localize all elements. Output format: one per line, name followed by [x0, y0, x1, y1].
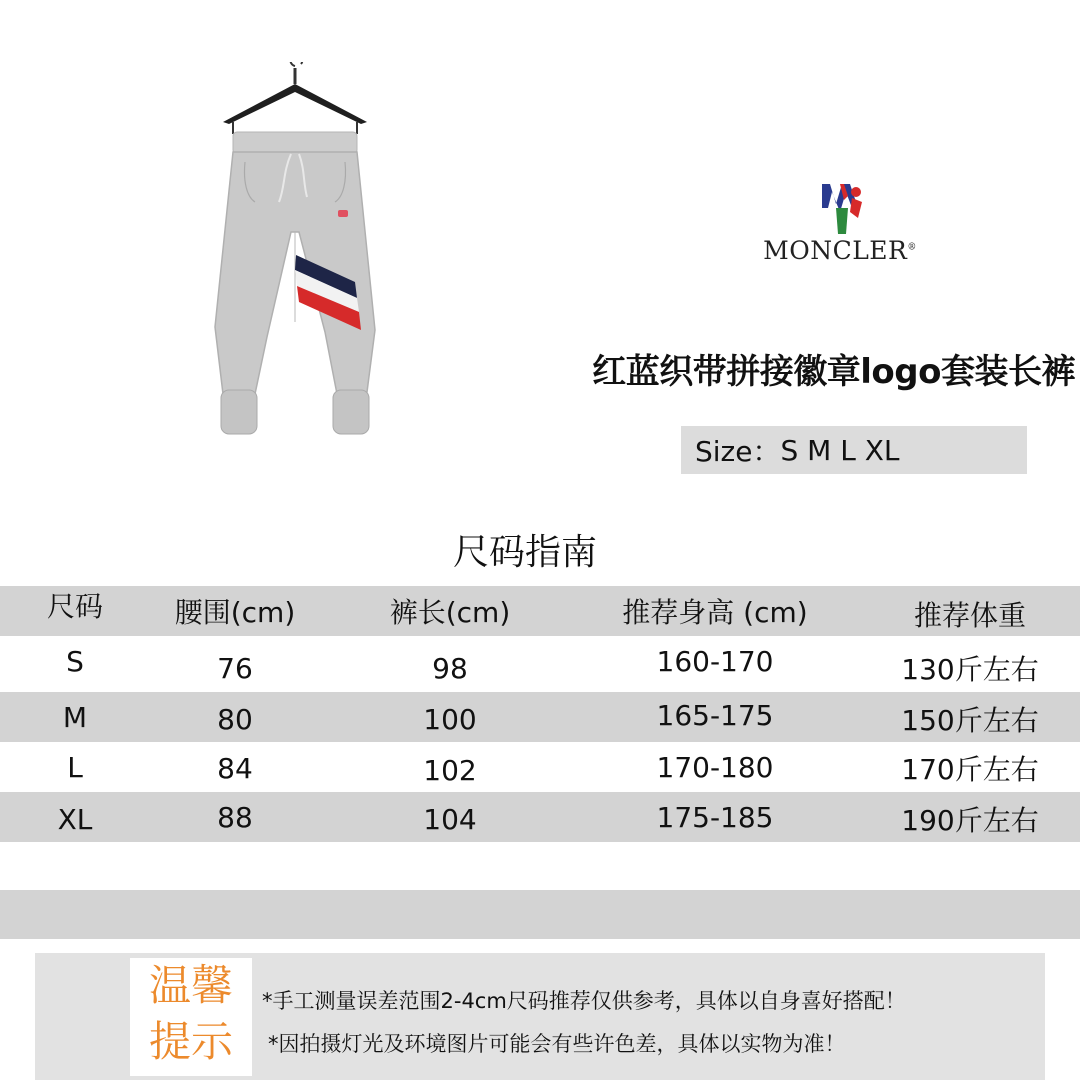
- cell-length: 102: [423, 753, 477, 787]
- notice-text-2: *因拍摄灯光及环境图片可能会有些许色差，具体以实物为准！: [268, 1032, 846, 1056]
- header-length: 裤长(cm): [389, 596, 511, 629]
- cell-size: L: [67, 750, 83, 784]
- notice-label-line-1: 温馨: [148, 961, 233, 1010]
- header-size: 尺码: [46, 590, 103, 623]
- cell-waist: 80: [217, 702, 253, 736]
- cell-height: 165-175: [656, 698, 774, 732]
- product-title: 红蓝织带拼接徽章logo套装长裤: [592, 352, 1075, 392]
- cell-waist: 88: [217, 800, 253, 834]
- cell-height: 170-180: [656, 750, 774, 784]
- divider-band: [0, 890, 1080, 939]
- notice-label: [130, 958, 252, 1076]
- cell-weight: 150斤左右: [901, 704, 1039, 737]
- cell-waist: 84: [217, 751, 253, 785]
- brand-name: MONCLER®: [763, 236, 917, 265]
- product-image: [195, 62, 395, 452]
- moncler-logo-icon: [818, 178, 866, 236]
- size-values: S M L XL: [780, 433, 900, 467]
- notice-text-1: *手工测量误差范围2-4cm尺码推荐仅供参考，具体以自身喜好搭配！: [262, 989, 906, 1013]
- size-guide-title: 尺码指南: [452, 532, 597, 573]
- cell-waist: 76: [217, 651, 253, 685]
- table-row: [0, 692, 1080, 742]
- hanger-icon: [223, 62, 367, 134]
- cell-weight: 170斤左右: [901, 753, 1039, 786]
- cell-height: 160-170: [656, 644, 774, 678]
- cell-weight: 130斤左右: [901, 653, 1039, 686]
- header-waist: 腰围(cm): [174, 596, 296, 629]
- size-availability: [681, 426, 1027, 474]
- cell-height: 175-185: [656, 800, 774, 834]
- table-header-row: [0, 586, 1080, 636]
- cell-weight: 190斤左右: [901, 804, 1039, 837]
- pants-icon: [215, 132, 375, 434]
- header-weight: 推荐体重: [913, 599, 1026, 632]
- table-row: [0, 742, 1080, 792]
- cell-length: 98: [432, 651, 468, 685]
- cell-size: S: [66, 644, 84, 678]
- cell-length: 104: [423, 802, 477, 836]
- header-height: 推荐身高 (cm): [622, 596, 808, 629]
- table-row: [0, 792, 1080, 842]
- notice-label-line-2: 提示: [148, 1017, 233, 1066]
- size-label: Size：: [695, 435, 781, 468]
- table-row: [0, 640, 1080, 690]
- cell-size: XL: [57, 802, 93, 836]
- cell-length: 100: [423, 702, 477, 736]
- cell-size: M: [62, 700, 88, 734]
